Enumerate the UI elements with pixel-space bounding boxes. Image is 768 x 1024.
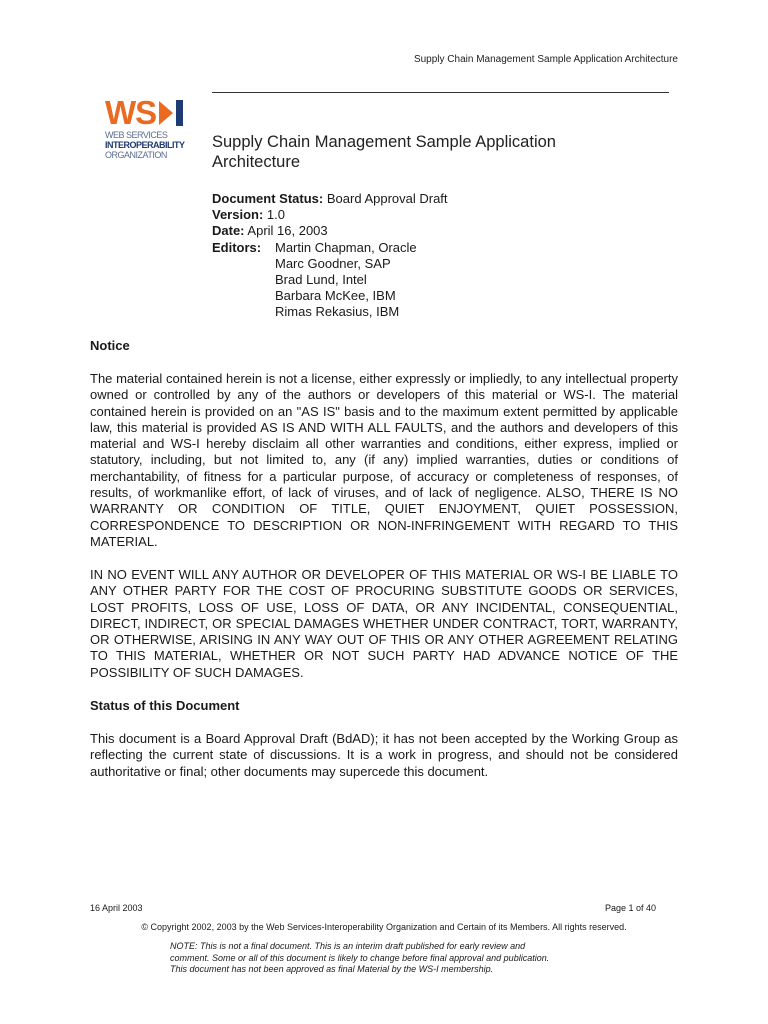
- version-row: [212, 207, 448, 223]
- running-header: Supply Chain Management Sample Application Architecture: [413, 54, 678, 65]
- header-rule: [212, 92, 669, 93]
- editors-label: Editors:: [212, 239, 262, 255]
- document-metadata: [212, 191, 448, 321]
- footer-note-line: comment. Some or all of this document is likely to change before final approval and publication.: [170, 952, 550, 963]
- footer-date: 16 April 2003: [90, 903, 143, 913]
- logo-mark: [105, 96, 200, 130]
- logo-ws-text: WS: [105, 94, 157, 131]
- status-section-heading: Status of this Document: [90, 698, 240, 713]
- version-label: Version:: [212, 207, 264, 223]
- logo-line-web-services: WEB SERVICES: [105, 130, 168, 140]
- date-value: April 16, 2003: [247, 223, 328, 239]
- editor-item: Marc Goodner, SAP: [275, 255, 391, 271]
- editor-item: Barbara McKee, IBM: [275, 288, 396, 304]
- status-row: [212, 191, 448, 207]
- logo-line-interoperability: INTEROPERABILITY: [105, 140, 185, 150]
- footer-copyright: © Copyright 2002, 2003 by the Web Services-Interoperability Organization and Certain of its Members. All rights reserved.: [141, 922, 627, 932]
- status-value: Board Approval Draft: [326, 191, 448, 206]
- date-label: Date:: [212, 223, 245, 239]
- editor-item: Brad Lund, Intel: [275, 271, 367, 287]
- document-title: Supply Chain Management Sample Application Architecture: [212, 133, 556, 171]
- editor-list: [275, 240, 417, 321]
- editor-item: Rimas Rekasius, IBM: [275, 304, 400, 320]
- status-section-paragraph: This document is a Board Approval Draft (BdAD); it has not been accepted by the Working Group as reflecting the current state of discussions. It is a work in progress, and should not be considered authoritative or final; other documents may supercede this document.: [90, 731, 678, 779]
- logo-play-icon: [159, 101, 173, 125]
- version-value: 1.0: [266, 207, 285, 223]
- logo-i-bar: [176, 100, 183, 126]
- notice-paragraph-2: IN NO EVENT WILL ANY AUTHOR OR DEVELOPER OF THIS MATERIAL OR WS-I BE LIABLE TO ANY OTHER PARTY FOR THE COST OF PROCURING SUBSTITUTE GOODS OR SERVICES, LOST PROFITS, LOSS OF USE, LOSS OF DATA, OR ANY INCIDENTAL, CONSEQUENTIAL, DIRECT, INDIRECT, OR SPECIAL DAMAGES WHETHER UNDER CONTRACT, TORT, WARRANTY, OR OTHERWISE, ARISING IN ANY WAY OUT OF THIS OR ANY OTHER AGREEMENT RELATING TO THIS MATERIAL, WHETHER OR NOT SUCH PARTY HAD ADVANCE NOTICE OF THE POSSIBILITY OF SUCH DAMAGES.: [90, 567, 678, 680]
- logo-line-organization: ORGANIZATION: [105, 150, 167, 160]
- footer-note-line: This document has not been approved as final Material by the WS-I membership.: [170, 964, 494, 974]
- footer-draft-note: [170, 941, 610, 976]
- editor-item: Martin Chapman, Oracle: [275, 239, 417, 255]
- footer-page-number: Page 1 of 40: [604, 903, 656, 913]
- editors-row: [212, 240, 448, 321]
- status-label: Document Status:: [212, 191, 324, 206]
- ws-i-logo: [105, 96, 200, 160]
- notice-paragraph-1: The material contained herein is not a license, either expressly or impliedly, to any intellectual property owned or controlled by any of the authors or developers of this material or WS-I. The material contained herein is provided on an "AS IS" basis and to the maximum extent permitted by applicable law, this material is provided AS IS AND WITH ALL FAULTS, and the authors and developers of this material and WS-I hereby disclaim all other warranties and conditions, either express, implied or statutory, including, but not limited to, any (if any) implied warranties, duties or conditions of merchantability, of fitness for a particular purpose, of accuracy or completeness of responses, of results, of workmanlike effort, of lack of viruses, and of lack of negligence. ALSO, THERE IS NO WARRANTY OR CONDITION OF TITLE, QUIET ENJOYMENT, QUIET POSSESSION, CORRESPONDENCE TO DESCRIPTION OR NON-INFRINGEMENT WITH REGARD TO THIS MATERIAL.: [90, 371, 678, 549]
- date-row: [212, 223, 448, 239]
- notice-heading: Notice: [90, 338, 130, 353]
- footer-note-line: NOTE: This is not a final document. This is an interim draft published for early review and: [170, 941, 526, 951]
